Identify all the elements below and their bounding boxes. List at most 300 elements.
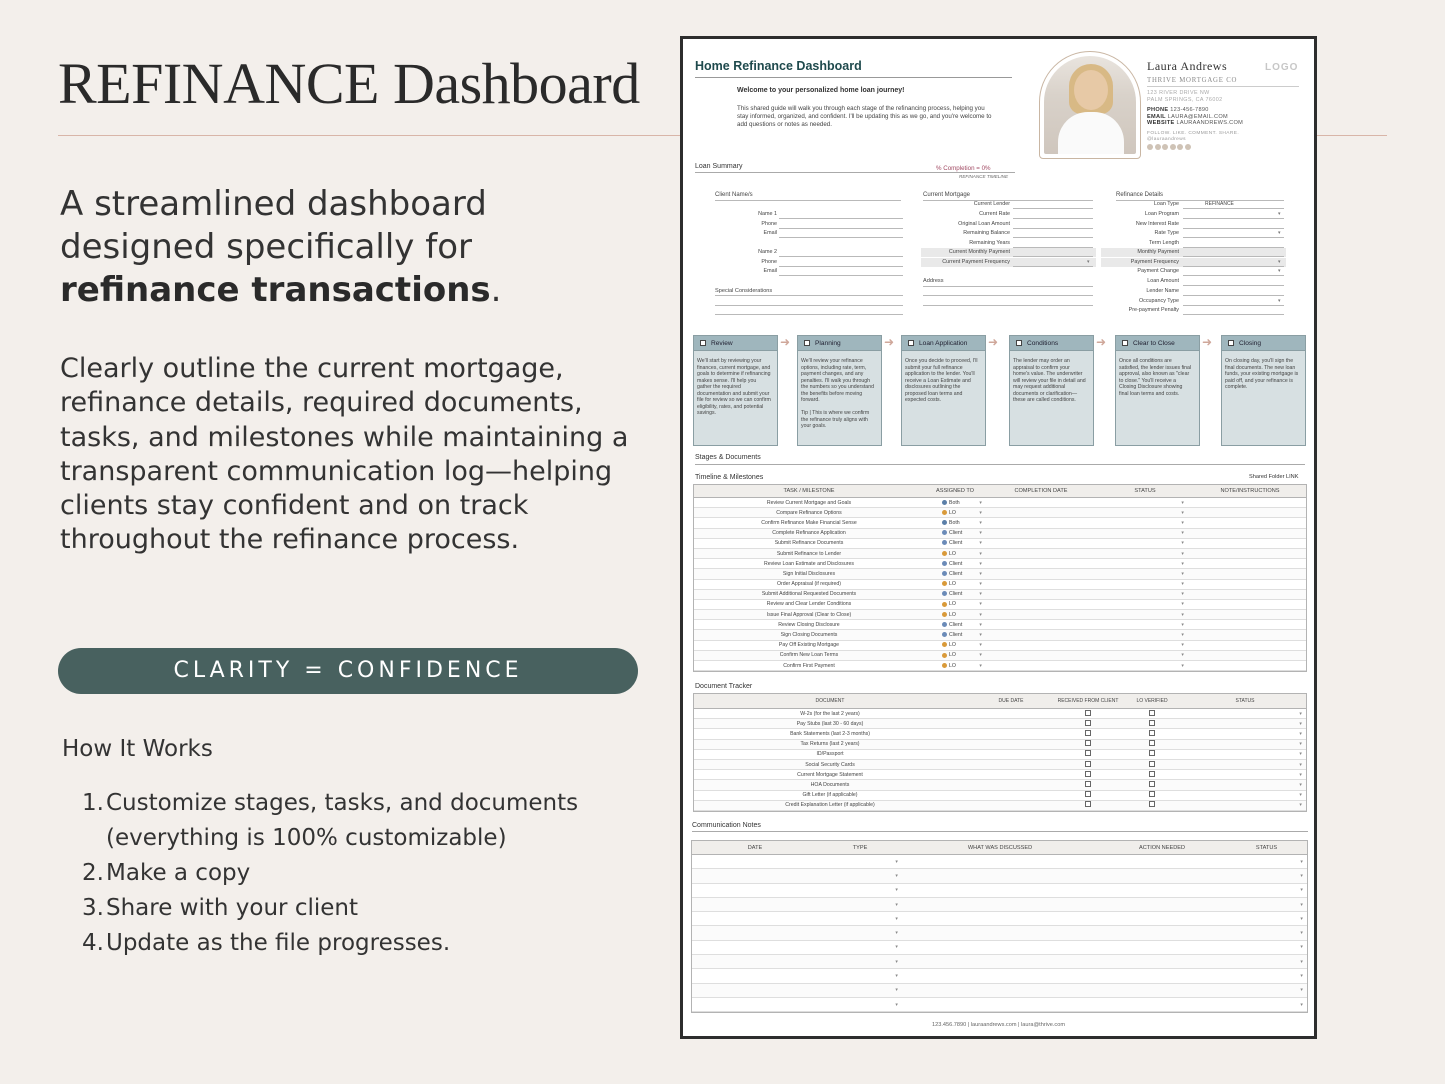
field-input[interactable] — [1013, 256, 1093, 257]
dropdown-arrow-icon[interactable]: ▾ — [1181, 652, 1184, 659]
table-row — [694, 719, 1306, 729]
status-select[interactable] — [1096, 601, 1194, 607]
table-row — [694, 559, 1306, 569]
table-row — [694, 620, 1306, 630]
field-input[interactable] — [779, 256, 903, 257]
dropdown-arrow-icon[interactable]: ▾ — [1299, 710, 1302, 717]
status-select[interactable] — [1096, 551, 1194, 557]
dropdown-arrow-icon[interactable]: ▾ — [979, 642, 982, 649]
verified-checkbox[interactable] — [1149, 740, 1155, 746]
verified-checkbox-cell — [1120, 710, 1184, 718]
website-row — [1147, 120, 1243, 127]
dropdown-arrow-icon[interactable]: ▾ — [1299, 781, 1302, 788]
person-icon — [942, 561, 947, 566]
dropdown-arrow-icon[interactable]: ▾ — [1300, 987, 1303, 994]
stage-checkbox[interactable] — [1228, 340, 1234, 346]
field-input[interactable] — [1183, 314, 1284, 315]
dropdown-arrow-icon[interactable]: ▾ — [979, 621, 982, 628]
type-select[interactable] — [818, 887, 902, 893]
tiktok-icon[interactable] — [1185, 144, 1191, 150]
dropdown-arrow-icon[interactable]: ▾ — [1299, 761, 1302, 768]
field-label: Current Rate — [979, 211, 1010, 217]
status-select[interactable] — [1184, 741, 1306, 747]
type-select[interactable] — [818, 973, 902, 979]
status-select[interactable] — [1226, 887, 1307, 893]
field-input[interactable] — [1183, 237, 1284, 238]
received-checkbox[interactable] — [1085, 750, 1091, 756]
field-input[interactable] — [1183, 275, 1284, 276]
dropdown-arrow-icon[interactable]: ▾ — [1300, 915, 1303, 922]
stage-header[interactable] — [1222, 336, 1305, 351]
table-row — [694, 801, 1306, 811]
dropdown-arrow-icon[interactable]: ▾ — [1181, 540, 1184, 547]
stage-name: Review — [711, 339, 733, 347]
field-input[interactable] — [779, 266, 903, 267]
dropdown-arrow-icon[interactable]: ▾ — [1299, 751, 1302, 758]
type-select[interactable] — [818, 987, 902, 993]
status-select[interactable] — [1226, 973, 1307, 979]
received-checkbox-cell — [1056, 771, 1120, 779]
person-icon — [942, 500, 947, 505]
assignee-select[interactable] — [924, 612, 986, 618]
verified-checkbox-cell — [1120, 740, 1184, 748]
stage-card — [797, 335, 882, 446]
assignee-select[interactable] — [924, 642, 986, 648]
dropdown-arrow-icon[interactable]: ▾ — [1300, 958, 1303, 965]
field-input[interactable] — [1183, 295, 1284, 296]
dropdown-arrow-icon[interactable]: ▾ — [1181, 519, 1184, 526]
sheet-title-line — [695, 77, 1012, 78]
person-icon — [942, 520, 947, 525]
status-select[interactable] — [1096, 581, 1194, 587]
status-select[interactable] — [1184, 782, 1306, 788]
instagram-icon[interactable] — [1147, 144, 1153, 150]
field-input[interactable] — [779, 237, 903, 238]
status-select[interactable] — [1184, 762, 1306, 768]
document-name: ID/Passport — [816, 751, 844, 758]
status-select[interactable] — [1096, 591, 1194, 597]
field-label: Original Loan Amount — [958, 221, 1010, 227]
dropdown-arrow-icon[interactable]: ▾ — [1299, 771, 1302, 778]
status-select[interactable] — [1226, 902, 1307, 908]
dropdown-arrow-icon[interactable]: ▾ — [1181, 499, 1184, 506]
status-select[interactable] — [1096, 663, 1194, 669]
assignee-select[interactable] — [924, 500, 986, 506]
dropdown-arrow-icon[interactable]: ▾ — [979, 591, 982, 598]
dropdown-arrow-icon[interactable]: ▾ — [979, 570, 982, 577]
dropdown-arrow-icon[interactable]: ▾ — [895, 930, 898, 937]
status-select[interactable] — [1096, 622, 1194, 628]
verified-checkbox[interactable] — [1149, 781, 1155, 787]
verified-checkbox[interactable] — [1149, 730, 1155, 736]
assignee-select[interactable] — [924, 571, 986, 577]
stage-name: Loan Application — [919, 339, 968, 347]
table-row — [692, 869, 1307, 883]
status-select[interactable] — [1226, 987, 1307, 993]
assignee-value: Client — [949, 540, 963, 547]
field-input[interactable] — [1013, 237, 1093, 238]
step-text: Update as the file progresses. — [106, 930, 451, 956]
assignee-select[interactable] — [924, 551, 986, 557]
status-select[interactable] — [1184, 721, 1306, 727]
address-input[interactable] — [923, 286, 1093, 287]
status-select[interactable] — [1096, 642, 1194, 648]
status-select[interactable] — [1096, 561, 1194, 567]
verified-checkbox[interactable] — [1149, 791, 1155, 797]
status-select[interactable] — [1226, 916, 1307, 922]
dropdown-arrow-icon[interactable]: ▾ — [979, 611, 982, 618]
dropdown-arrow-icon[interactable]: ▾ — [1181, 570, 1184, 577]
verified-checkbox[interactable] — [1149, 710, 1155, 716]
pinterest-icon[interactable] — [1162, 144, 1168, 150]
column-header: COMPLETION DATE — [1014, 488, 1068, 494]
dropdown-arrow-icon[interactable]: ▾ — [895, 872, 898, 879]
agent-address — [1147, 90, 1223, 103]
dropdown-arrow-icon[interactable]: ▾ — [1300, 930, 1303, 937]
field-label: Pre-payment Penalty — [1128, 307, 1179, 313]
dropdown-arrow-icon[interactable]: ▾ — [979, 601, 982, 608]
table-row — [694, 518, 1306, 528]
task-name: Sign Closing Documents — [780, 632, 838, 639]
status-select[interactable] — [1096, 571, 1194, 577]
assignee-select[interactable] — [924, 622, 986, 628]
type-select[interactable] — [818, 930, 902, 936]
step-item — [82, 926, 622, 961]
assignee-select[interactable] — [924, 591, 986, 597]
page-title: REFINANCE Dashboard — [58, 51, 640, 116]
assignee-select[interactable] — [924, 581, 986, 587]
facebook-icon[interactable] — [1155, 144, 1161, 150]
status-select[interactable] — [1184, 711, 1306, 717]
document-name: Current Mortgage Statement — [797, 771, 863, 778]
timeline-header — [694, 485, 1306, 498]
welcome-text: Welcome to your personalized home loan journey! — [737, 87, 905, 94]
assignee-select[interactable] — [924, 520, 986, 526]
dropdown-arrow-icon[interactable]: ▾ — [1181, 611, 1184, 618]
stage-checkbox[interactable] — [1122, 340, 1128, 346]
address-input[interactable] — [923, 295, 1093, 296]
field-input[interactable] — [1013, 218, 1093, 219]
dropdown-arrow-icon[interactable]: ▾ — [979, 560, 982, 567]
timeline-label: Timeline & Milestones — [695, 474, 764, 481]
column-header: TASK / MILESTONE — [783, 488, 835, 494]
assignee-value: LO — [949, 642, 956, 649]
field-input[interactable] — [1183, 305, 1284, 306]
received-checkbox-cell — [1056, 781, 1120, 789]
assignee-select[interactable] — [924, 530, 986, 536]
dropdown-arrow-icon[interactable]: ▾ — [1181, 621, 1184, 628]
status-select[interactable] — [1226, 930, 1307, 936]
dropdown-arrow-icon[interactable]: ▾ — [979, 519, 982, 526]
verified-checkbox-cell — [1120, 750, 1184, 758]
dropdown-arrow-icon[interactable]: ▾ — [1299, 741, 1302, 748]
agent-contact — [1147, 107, 1243, 127]
field-input[interactable] — [1183, 228, 1284, 229]
dropdown-arrow-icon[interactable]: ▾ — [1278, 298, 1281, 304]
field-label: Current Lender — [973, 201, 1010, 207]
step-item — [82, 786, 622, 856]
stage-header[interactable] — [1116, 336, 1199, 351]
field-input[interactable] — [779, 218, 903, 219]
table-row — [694, 770, 1306, 780]
stage-checkbox[interactable] — [1016, 340, 1022, 346]
dropdown-arrow-icon[interactable]: ▾ — [1300, 901, 1303, 908]
field-label: Loan Program — [1144, 211, 1179, 217]
assignee-select[interactable] — [924, 632, 986, 638]
status-select[interactable] — [1184, 802, 1306, 808]
document-name: Pay Stubs (last 30 - 60 days) — [796, 720, 864, 727]
dropdown-arrow-icon[interactable]: ▾ — [979, 509, 982, 516]
lead-bold: refinance transactions — [60, 270, 491, 310]
special-considerations-input[interactable] — [715, 314, 903, 315]
status-select[interactable] — [1226, 959, 1307, 965]
received-checkbox[interactable] — [1085, 730, 1091, 736]
phone-value[interactable]: 123-456-7890 — [1170, 107, 1209, 113]
dropdown-arrow-icon[interactable]: ▾ — [895, 887, 898, 894]
dropdown-arrow-icon[interactable]: ▾ — [1299, 720, 1302, 727]
assignee-select[interactable] — [924, 561, 986, 567]
status-select[interactable] — [1184, 751, 1306, 757]
field-label: Email — [763, 230, 777, 236]
received-checkbox[interactable] — [1085, 720, 1091, 726]
dropdown-arrow-icon[interactable]: ▾ — [895, 1001, 898, 1008]
stage-checkbox[interactable] — [804, 340, 810, 346]
stage-header[interactable] — [798, 336, 881, 351]
type-select[interactable] — [818, 902, 902, 908]
status-select[interactable] — [1226, 859, 1307, 865]
stage-description: On closing day, you'll sign the final documents. The new loan funds, your existing mortgage is paid off, and your refinance is complete. — [1225, 358, 1299, 390]
column-header: NOTE/INSTRUCTIONS — [1220, 488, 1280, 494]
status-select[interactable] — [1226, 873, 1307, 879]
verified-checkbox[interactable] — [1149, 720, 1155, 726]
email-value[interactable]: LAURA@EMAIL.COM — [1167, 113, 1228, 120]
verified-checkbox[interactable] — [1149, 801, 1155, 807]
field-label: Lender Name — [1146, 288, 1179, 294]
dropdown-arrow-icon[interactable]: ▾ — [1278, 268, 1281, 274]
table-row — [692, 912, 1307, 926]
assignee-select[interactable] — [924, 652, 986, 658]
step-number: 3. — [82, 895, 104, 921]
special-considerations-input[interactable] — [715, 305, 903, 306]
dropdown-arrow-icon[interactable]: ▾ — [1299, 730, 1302, 737]
field-input[interactable] — [1013, 228, 1093, 229]
dropdown-arrow-icon[interactable]: ▾ — [1181, 550, 1184, 557]
completion-percent: % Completion = 0% — [936, 165, 991, 172]
dropdown-arrow-icon[interactable]: ▾ — [979, 550, 982, 557]
stage-arrow-icon: ➜ — [1096, 335, 1107, 349]
dropdown-arrow-icon[interactable]: ▾ — [1181, 662, 1184, 669]
shared-folder-link[interactable]: Shared Folder LINK — [1249, 474, 1299, 480]
verified-checkbox[interactable] — [1149, 771, 1155, 777]
field-input[interactable] — [779, 228, 903, 229]
field-input[interactable] — [1183, 218, 1284, 219]
dropdown-arrow-icon[interactable]: ▾ — [979, 530, 982, 537]
task-name: Confirm Refinance Make Financial Sense — [761, 519, 857, 526]
type-select[interactable] — [818, 873, 902, 879]
dropdown-arrow-icon[interactable]: ▾ — [1181, 591, 1184, 598]
dropdown-arrow-icon[interactable]: ▾ — [895, 987, 898, 994]
field-label: Payment Change — [1137, 268, 1179, 274]
dropdown-arrow-icon[interactable]: ▾ — [895, 944, 898, 951]
dropdown-arrow-icon[interactable]: ▾ — [1181, 581, 1184, 588]
field-input[interactable] — [1183, 208, 1284, 209]
dropdown-arrow-icon[interactable]: ▾ — [979, 652, 982, 659]
verified-checkbox-cell — [1120, 781, 1184, 789]
field-input[interactable] — [779, 275, 903, 276]
dropdown-arrow-icon[interactable]: ▾ — [979, 662, 982, 669]
status-select[interactable] — [1096, 612, 1194, 618]
status-select[interactable] — [1096, 632, 1194, 638]
assignee-value: Client — [949, 591, 963, 598]
table-row — [694, 508, 1306, 518]
youtube-icon[interactable] — [1177, 144, 1183, 150]
field-input[interactable] — [1183, 247, 1284, 248]
field-input[interactable] — [1183, 285, 1284, 286]
stage-checkbox[interactable] — [908, 340, 914, 346]
dropdown-arrow-icon[interactable]: ▾ — [1278, 211, 1281, 217]
dropdown-arrow-icon[interactable]: ▾ — [1300, 973, 1303, 980]
status-select[interactable] — [1096, 520, 1194, 526]
dropdown-arrow-icon[interactable]: ▾ — [895, 915, 898, 922]
verified-checkbox[interactable] — [1149, 761, 1155, 767]
status-select[interactable] — [1096, 530, 1194, 536]
special-considerations-input[interactable] — [715, 295, 903, 296]
stage-arrow-icon: ➜ — [884, 335, 895, 349]
status-select[interactable] — [1096, 500, 1194, 506]
dropdown-arrow-icon[interactable]: ▾ — [979, 540, 982, 547]
field-input[interactable] — [1013, 247, 1093, 248]
received-checkbox[interactable] — [1085, 771, 1091, 777]
stage-header[interactable] — [902, 336, 985, 351]
dropdown-arrow-icon[interactable]: ▾ — [1300, 887, 1303, 894]
linkedin-icon[interactable] — [1170, 144, 1176, 150]
type-select[interactable] — [818, 916, 902, 922]
dropdown-arrow-icon[interactable]: ▾ — [1181, 560, 1184, 567]
document-tracker-label: Document Tracker — [695, 683, 753, 690]
task-name: Confirm New Loan Terms — [779, 652, 839, 659]
status-select[interactable] — [1226, 944, 1307, 950]
task-name: Complete Refinance Application — [772, 530, 846, 537]
received-checkbox[interactable] — [1085, 740, 1091, 746]
dropdown-arrow-icon[interactable]: ▾ — [979, 499, 982, 506]
dropdown-arrow-icon[interactable]: ▾ — [895, 958, 898, 965]
column-header: STATUS — [1255, 844, 1278, 851]
field-label: Payment Frequency — [1130, 259, 1179, 265]
lead-end: . — [490, 270, 502, 310]
status-select[interactable] — [1096, 510, 1194, 516]
agent-photo — [1039, 51, 1141, 159]
stage-checkbox[interactable] — [700, 340, 706, 346]
dropdown-arrow-icon[interactable]: ▾ — [979, 632, 982, 639]
field-label: Phone — [761, 221, 777, 227]
dropdown-arrow-icon[interactable]: ▾ — [1300, 872, 1303, 879]
status-select[interactable] — [1096, 540, 1194, 546]
table-row — [692, 984, 1307, 998]
assignee-value: Both — [949, 499, 960, 506]
dropdown-arrow-icon[interactable]: ▾ — [1087, 259, 1090, 265]
stage-header[interactable] — [1010, 336, 1093, 351]
field-input[interactable] — [1013, 266, 1093, 267]
field-input[interactable] — [1183, 256, 1284, 257]
status-select[interactable] — [1096, 652, 1194, 658]
stage-header[interactable] — [694, 336, 777, 351]
address-input[interactable] — [923, 305, 1093, 306]
document-name: Social Security Cards — [805, 761, 855, 768]
dropdown-arrow-icon[interactable]: ▾ — [895, 901, 898, 908]
website-value[interactable]: LAURAANDREWS.COM — [1176, 120, 1244, 126]
dropdown-arrow-icon[interactable]: ▾ — [1181, 632, 1184, 639]
dropdown-arrow-icon[interactable]: ▾ — [1181, 530, 1184, 537]
status-select[interactable] — [1184, 772, 1306, 778]
field-label: Monthly Payment — [1137, 249, 1179, 255]
dropdown-arrow-icon[interactable]: ▾ — [1300, 1001, 1303, 1008]
task-name: Compare Refinance Options — [776, 509, 842, 516]
received-checkbox[interactable] — [1085, 761, 1091, 767]
field-label: Loan Amount — [1147, 278, 1179, 284]
verified-checkbox-cell — [1120, 761, 1184, 769]
verified-checkbox-cell — [1120, 730, 1184, 738]
type-select[interactable] — [818, 859, 902, 865]
dropdown-arrow-icon[interactable]: ▾ — [1278, 259, 1281, 265]
step-text: Customize stages, tasks, and documents (everything is 100% customizable) — [106, 790, 579, 851]
assignee-select[interactable] — [924, 601, 986, 607]
dropdown-arrow-icon[interactable]: ▾ — [1181, 642, 1184, 649]
field-input[interactable] — [1013, 208, 1093, 209]
stage-description: We'll review your refinance options, including rate, term, payment changes, and any penalties. I'll walk you through the numbers so you understand the benefits before moving forward. Tip | This is where we confirm the refinance truly aligns with your goals. — [801, 358, 874, 429]
steps-list — [82, 786, 622, 961]
person-icon — [942, 581, 947, 586]
dropdown-arrow-icon[interactable]: ▾ — [1299, 802, 1302, 809]
received-checkbox[interactable] — [1085, 710, 1091, 716]
column-header: STATUS — [1134, 488, 1156, 494]
document-name: HOA Documents — [810, 781, 850, 788]
dropdown-arrow-icon[interactable]: ▾ — [895, 858, 898, 865]
step-number: 4. — [82, 930, 104, 956]
assignee-select[interactable] — [924, 510, 986, 516]
step-text: Share with your client — [106, 895, 358, 921]
status-select[interactable] — [1184, 731, 1306, 737]
dropdown-arrow-icon[interactable]: ▾ — [1181, 509, 1184, 516]
assignee-select[interactable] — [924, 663, 986, 669]
received-checkbox[interactable] — [1085, 781, 1091, 787]
received-checkbox[interactable] — [1085, 801, 1091, 807]
dropdown-arrow-icon[interactable]: ▾ — [1278, 230, 1281, 236]
dropdown-arrow-icon[interactable]: ▾ — [1300, 858, 1303, 865]
status-select[interactable] — [1184, 792, 1306, 798]
table-row — [692, 855, 1307, 869]
step-number: 2. — [82, 860, 104, 886]
verified-checkbox[interactable] — [1149, 750, 1155, 756]
intro-text: This shared guide will walk you through each stage of the refinancing process, helping you stay informed, organized, and confident. I'll be updating this as we go, and you're welcome to add questions or notes as needed. — [737, 105, 992, 129]
document-name: Tax Returns (last 2 years) — [800, 741, 860, 748]
dropdown-arrow-icon[interactable]: ▾ — [895, 973, 898, 980]
received-checkbox[interactable] — [1085, 791, 1091, 797]
status-select[interactable] — [1226, 1002, 1307, 1008]
address-line-1: 123 RIVER DRIVE NW — [1147, 90, 1210, 96]
step-number: 1. — [82, 790, 104, 816]
communication-header — [692, 841, 1307, 855]
type-select[interactable] — [818, 959, 902, 965]
dropdown-arrow-icon[interactable]: ▾ — [1181, 601, 1184, 608]
type-select[interactable] — [818, 944, 902, 950]
mortgage-heading: Current Mortgage — [923, 192, 971, 198]
type-select[interactable] — [818, 1002, 902, 1008]
dropdown-arrow-icon[interactable]: ▾ — [1300, 944, 1303, 951]
dropdown-arrow-icon[interactable]: ▾ — [1299, 792, 1302, 799]
assignee-select[interactable] — [924, 540, 986, 546]
dropdown-arrow-icon[interactable]: ▾ — [979, 581, 982, 588]
field-input[interactable] — [1183, 266, 1284, 267]
